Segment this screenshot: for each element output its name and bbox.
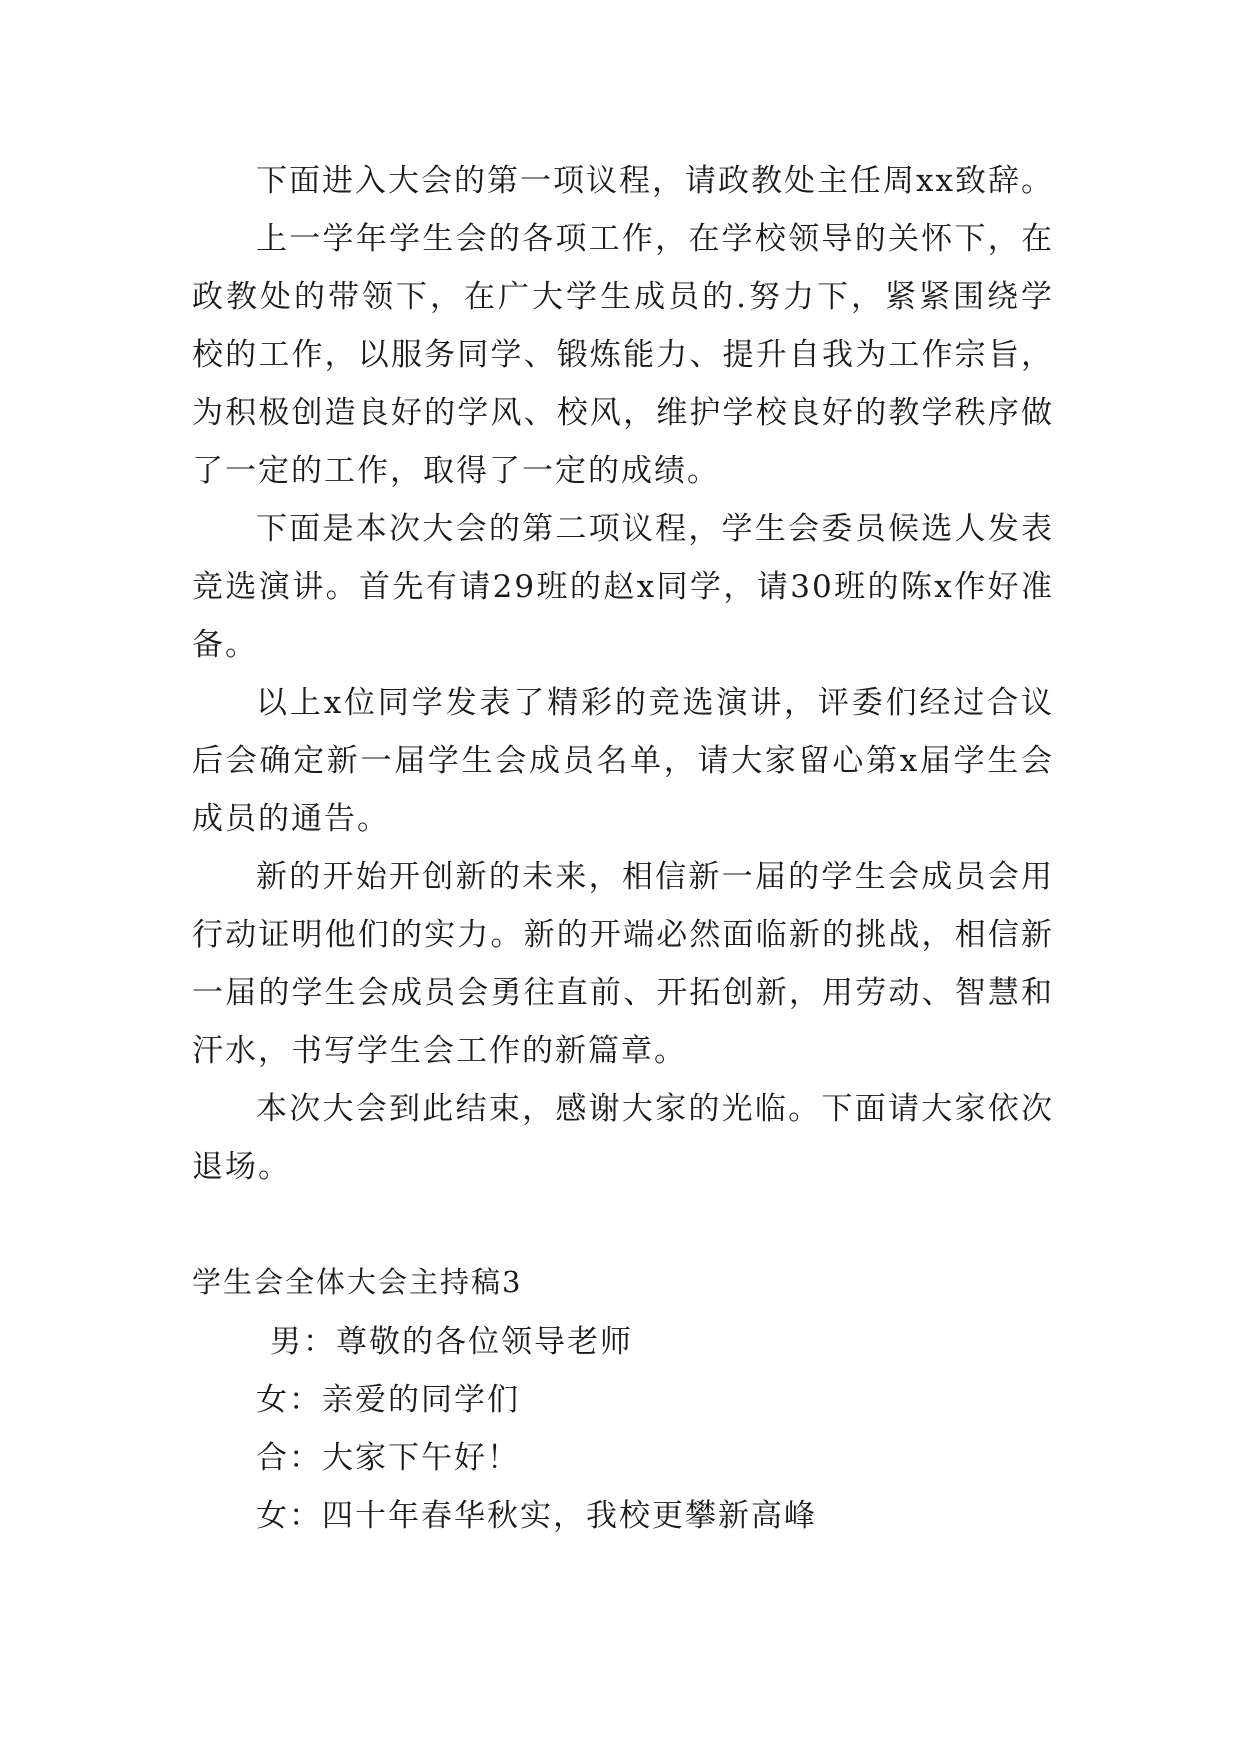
dialogue-line: 女：四十年春华秋实，我校更攀新高峰 [256, 1498, 817, 1534]
paragraph-outlook: 新的开始开创新的未来，相信新一届的学生会成员会用行动证明他们的实力。新的开端必然面临新的挑战，相信新一届的学生会成员会勇往直前、开拓创新，用劳动、智慧和汗水，书写学生会工作的新篇章。 [192, 859, 1054, 1069]
dialogue-line: 女：亲爱的同学们 [256, 1382, 520, 1418]
dialogue-line: 合：大家下午好！ [256, 1440, 520, 1476]
section-title: 学生会全体大会主持稿3 [192, 1265, 523, 1299]
body-text [192, 152, 1054, 1196]
paragraph-agenda-two: 下面是本次大会的第二项议程，学生会委员候选人发表竞选演讲。首先有请29班的赵x同学，请30班的陈x作好准备。 [192, 511, 1054, 663]
paragraph-closing: 本次大会到此结束，感谢大家的光临。下面请大家依次退场。 [192, 1091, 1054, 1185]
paragraph-review-result: 以上x位同学发表了精彩的竞选演讲，评委们经过合议后会确定新一届学生会成员名单，请大家留心第x届学生会成员的通告。 [192, 685, 1054, 837]
paragraph-review: 上一学年学生会的各项工作，在学校领导的关怀下，在政教处的带领下，在广大学生成员的.努力下，紧紧围绕学校的工作，以服务同学、锻炼能力、提升自我为工作宗旨，为积极创造良好的学风、校风，维护学校良好的教学秩序做了一定的工作，取得了一定的成绩。 [192, 221, 1054, 489]
paragraph-agenda-one: 下面进入大会的第一项议程，请政教处主任周xx致辞。 [256, 163, 1054, 199]
dialogue-line: 男：尊敬的各位领导老师 [270, 1324, 633, 1360]
